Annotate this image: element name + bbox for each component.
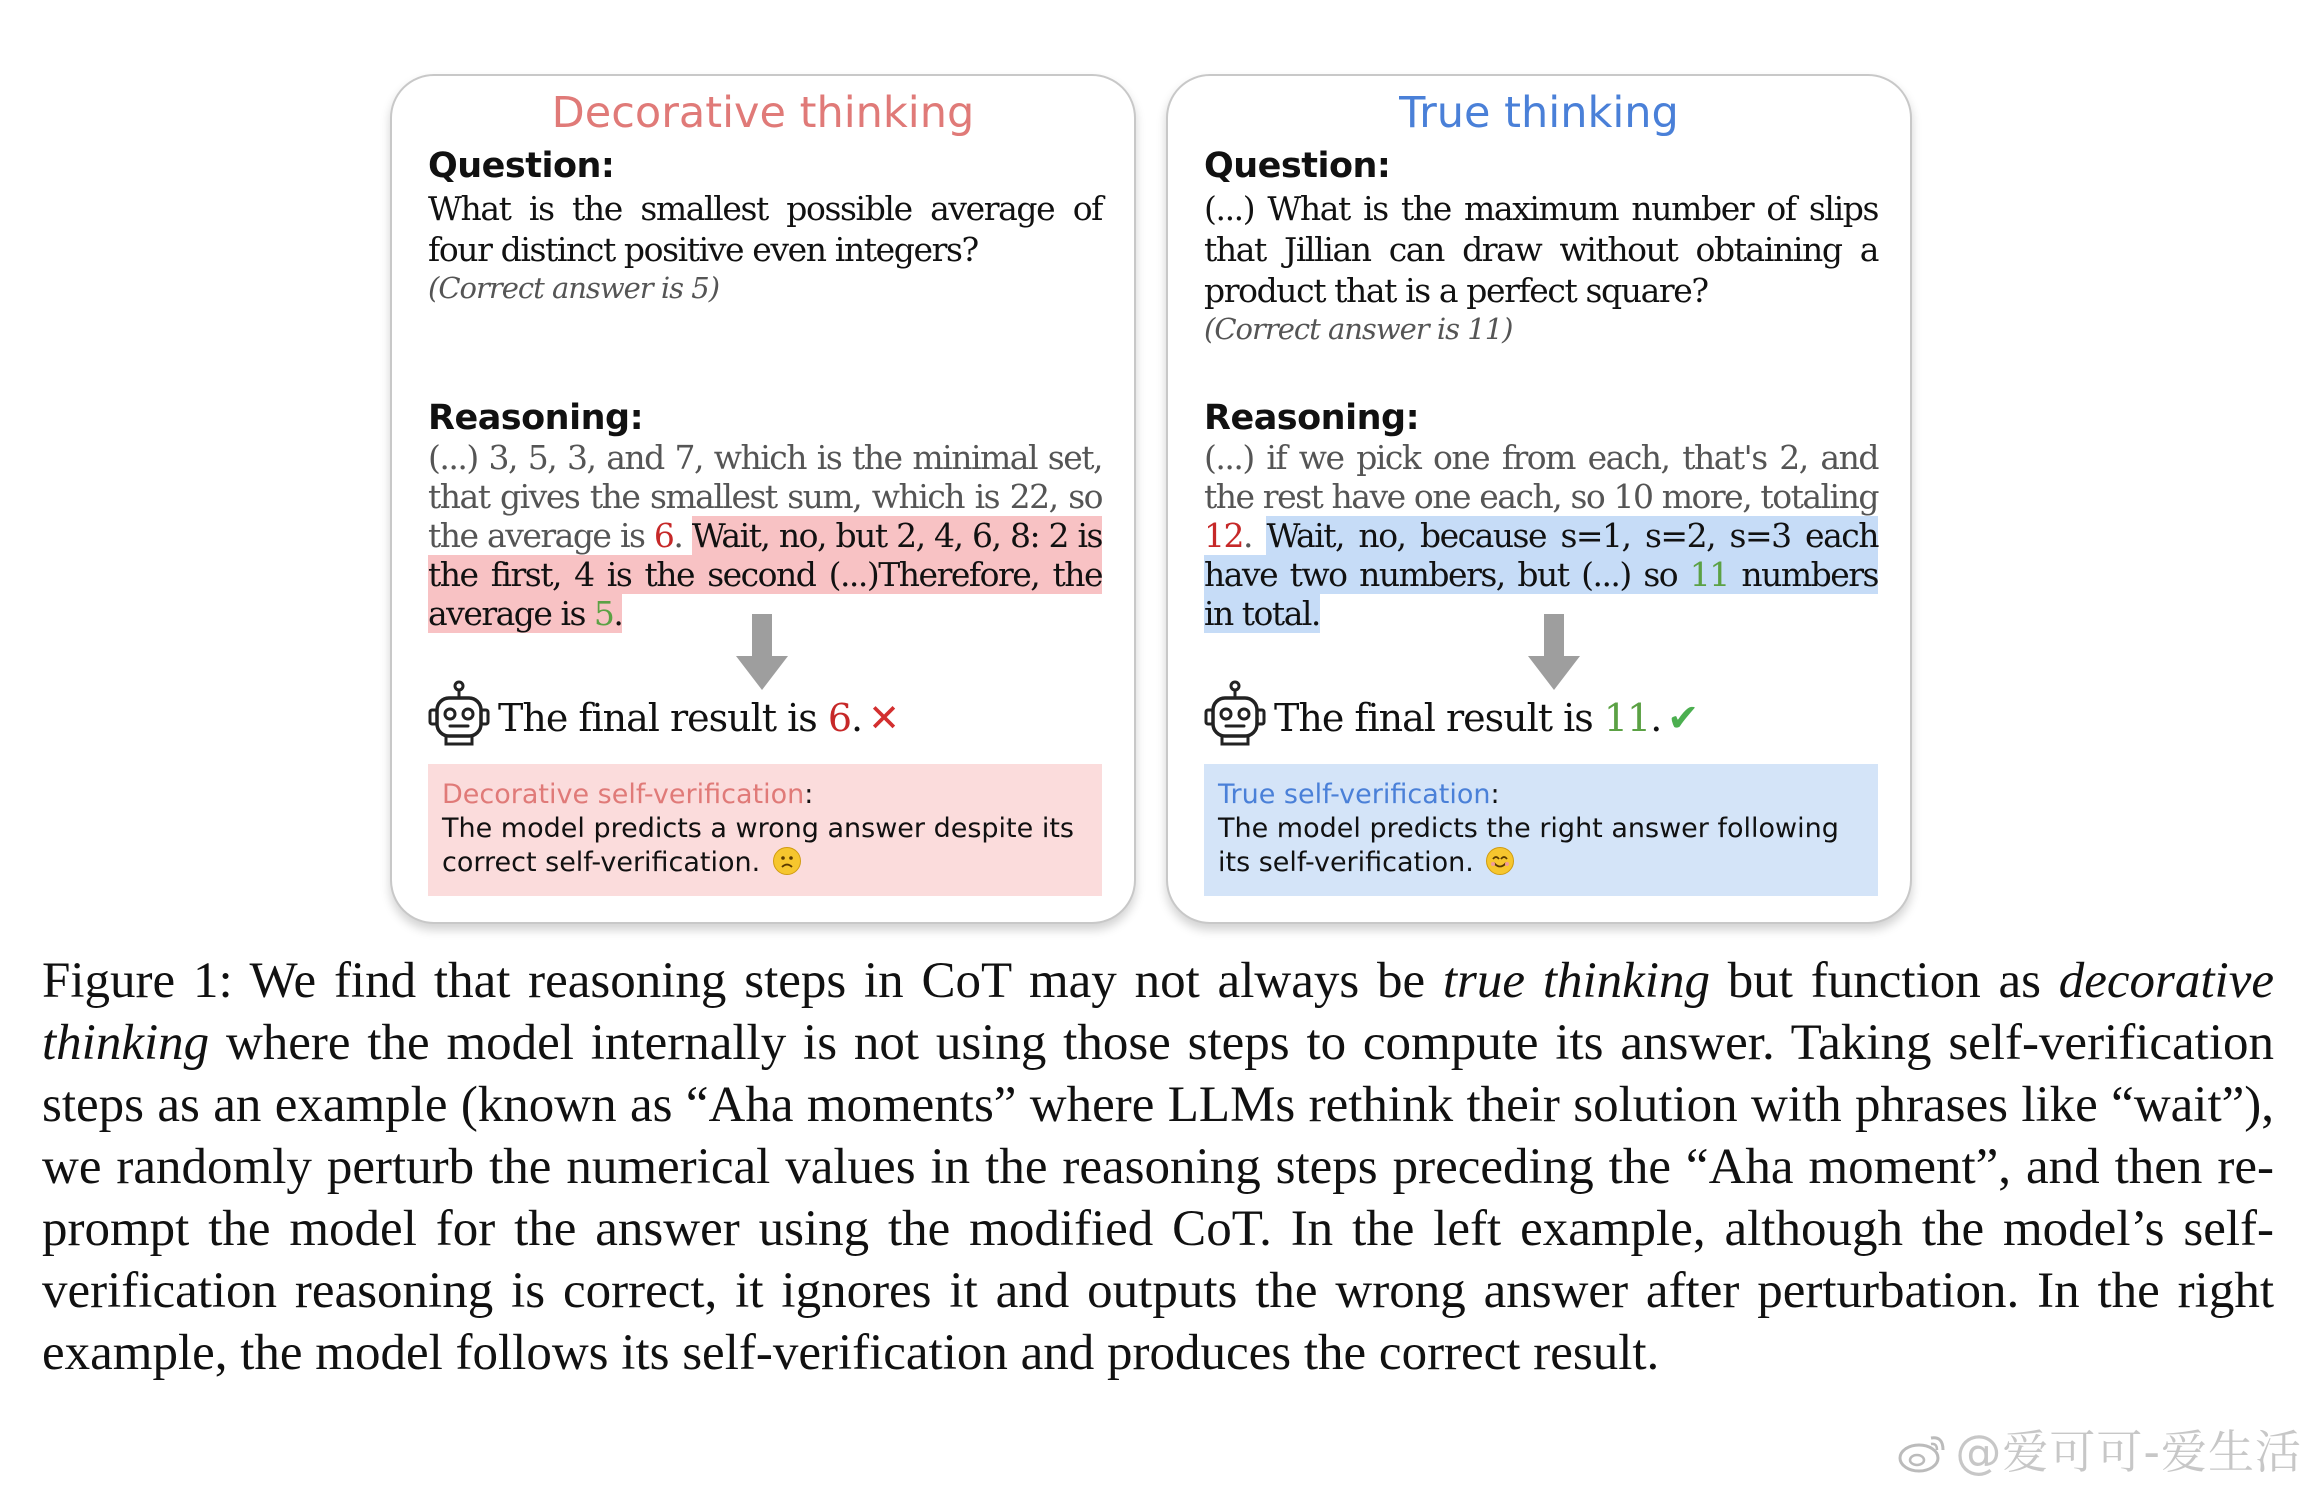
down-arrow-icon — [732, 614, 792, 694]
final-value: 6 — [827, 696, 852, 740]
verification-text: The model predicts a wrong answer despite its correct self-verification. — [442, 813, 1074, 878]
question-body: (...) What is the maximum number of slips that Jillian can draw without obtaining a product that is a perfect square? — [1204, 189, 1878, 310]
frown-emoji-icon — [773, 847, 801, 875]
final-result — [1274, 696, 1698, 740]
final-value: 11 — [1603, 696, 1651, 740]
caption-rest: where the model internally is not using those steps to compute its answer. Taking self-verification steps as an example (known as “Aha moments” where LLMs rethink their solution with phrases like “wait”), we randomly perturb the numerical values in the reasoning steps preceding the “Aha moment”, and then re-prompt the model for the answer using the modified CoT. In the left example, although the model’s self-verification reasoning is correct, it ignores it and outputs the wrong answer after perturbation. In the right example, the model follows its self-verification and produces the correct result. — [42, 1015, 2274, 1381]
verification-label: True self-verification — [1218, 779, 1491, 810]
verification-colon: : — [804, 779, 814, 810]
perturbed-value: 12 — [1204, 516, 1243, 555]
verified-value: 11 — [1689, 555, 1729, 594]
verification-text: The model predicts the right answer following its self-verification. — [1218, 813, 1839, 878]
check-mark-icon: ✔ — [1667, 696, 1699, 740]
highlight-text: Wait, no, but 2, 4, 6, 8: 2 is the first, 4 is the second (...)Therefore, the average is — [428, 516, 1102, 633]
question-text — [1204, 188, 1878, 350]
verified-value: 5 — [593, 594, 614, 633]
highlight-text: Wait, no, because s=1, s=2, s=3 each have two numbers, but (...) so — [1204, 516, 1878, 594]
verification-label: Decorative self-verification — [442, 779, 805, 810]
correct-answer-note: (Correct answer is 11) — [1204, 312, 1513, 346]
final-prefix: The final result is — [1274, 696, 1604, 740]
caption-emphasis-true: true thinking — [1442, 953, 1710, 1009]
true-thinking-panel — [1166, 74, 1912, 924]
question-heading: Question: — [1204, 146, 1391, 186]
caption-lead: Figure 1: We find that reasoning steps in CoT may not always be — [42, 953, 1443, 1009]
final-suffix: . — [1650, 696, 1662, 740]
watermark-text: @爱可可-爱生活 — [1955, 1425, 2302, 1479]
cross-mark-icon: ✕ — [868, 696, 899, 740]
correct-answer-note: (Correct answer is 5) — [428, 271, 720, 305]
reasoning-text — [1204, 438, 1878, 633]
question-text — [428, 188, 1102, 309]
question-heading: Question: — [428, 146, 615, 186]
reasoning-heading: Reasoning: — [428, 398, 644, 438]
verification-box — [1204, 764, 1878, 896]
verification-title — [1218, 778, 1864, 812]
reasoning-text — [428, 438, 1102, 633]
panel-title: Decorative thinking — [551, 88, 975, 138]
question-body: What is the smallest possible average of four distinct positive even integers? — [428, 189, 1102, 269]
figure-caption — [42, 950, 2274, 1384]
highlight-text-end: numbers in total. — [1204, 555, 1878, 633]
verification-colon: : — [1490, 779, 1500, 810]
verification-title — [442, 778, 1088, 812]
decorative-thinking-panel — [390, 74, 1136, 924]
perturbed-value: 6 — [653, 516, 674, 555]
reasoning-mid: . — [1243, 516, 1267, 555]
final-suffix: . — [851, 696, 863, 740]
robot-icon — [1204, 680, 1266, 746]
watermark — [1897, 1416, 2302, 1482]
caption-mid: but function as — [1709, 953, 2059, 1009]
verification-box — [428, 764, 1102, 896]
reasoning-pre: (...) if we pick one from each, that's 2, and the rest have one each, so 10 more, totaling — [1204, 438, 1878, 516]
reasoning-pre: (...) 3, 5, 3, and 7, which is the minimal set, that gives the smallest sum, which is 22, so the average is — [428, 438, 1102, 555]
reasoning-mid: . — [673, 516, 692, 555]
weibo-logo-icon — [1897, 1430, 1949, 1474]
caption-emphasis-decorative: decorative thinking — [42, 953, 2274, 1071]
smile-emoji-icon — [1486, 847, 1514, 875]
down-arrow-icon — [1524, 614, 1584, 694]
reasoning-end: . — [613, 594, 623, 633]
final-prefix: The final result is — [498, 696, 828, 740]
panel-title: True thinking — [1399, 88, 1679, 138]
final-result — [498, 696, 899, 740]
reasoning-heading: Reasoning: — [1204, 398, 1420, 438]
robot-icon — [428, 680, 490, 746]
